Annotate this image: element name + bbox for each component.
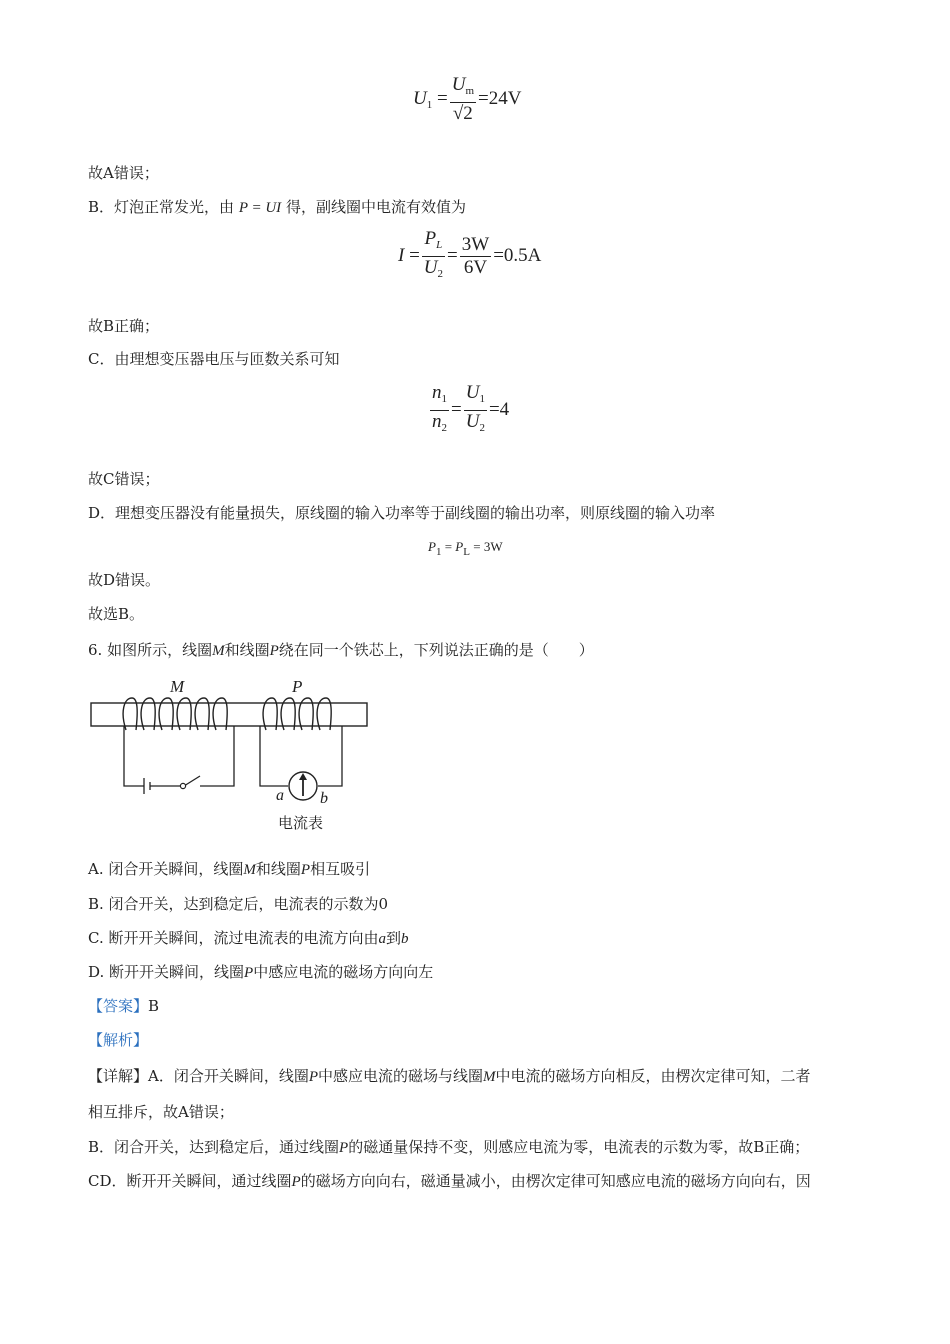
- detail-line1-post: 中电流的磁场方向相反，由楞次定律可知，二者: [495, 1067, 811, 1085]
- option-c-pre: C. 断开开关瞬间，流过电流表的电流方向由: [88, 929, 379, 947]
- circuit-m: [124, 726, 234, 794]
- answer-tag: 【答案】: [88, 997, 149, 1015]
- eq3-num2: U: [465, 382, 480, 403]
- option-b: B. 闭合开关，达到稳定后，电流表的示数为0: [88, 895, 389, 913]
- option-c-var2: b: [401, 931, 409, 947]
- detail-line1-var2: M: [483, 1069, 496, 1085]
- line-b-formula: P = UI: [238, 200, 282, 216]
- eq2-num2: 3W: [461, 234, 490, 255]
- question-stem-a: 如图所示，线圈: [107, 641, 213, 659]
- equation-turns-ratio: $\frac{n_1}{n_2}$ = $\frac{U_1}{U_2}$ =4: [432, 382, 510, 434]
- line-b-conclusion: 故B正确；: [88, 317, 160, 335]
- eq4-b: P: [455, 539, 464, 554]
- question-var-m: M: [212, 643, 225, 659]
- option-a-mid: 和线圈: [255, 860, 301, 878]
- line-b: [88, 197, 466, 218]
- eq2-num1: P: [424, 228, 437, 249]
- detail-line-3: [88, 1137, 809, 1158]
- eq3-result: =4: [488, 398, 510, 420]
- detail-tag: 【详解】: [88, 1067, 149, 1085]
- line-b-suffix: 得，副线圈中电流有效值为: [285, 198, 466, 216]
- equation-power: $P_1 = P_L = 3W$: [428, 539, 503, 558]
- detail-line4-post: 的磁场方向向右，磁通量减小，由楞次定律可知感应电流的磁场方向向右，因: [300, 1172, 811, 1190]
- eq2-result: =0.5A: [493, 244, 542, 266]
- eq2-num1-sub: L: [436, 239, 443, 251]
- iron-core: [91, 703, 367, 726]
- detail-line1-var1: P: [308, 1069, 319, 1085]
- eq4-a-sub: 1: [435, 546, 442, 558]
- line-c-conclusion: 故C错误；: [88, 470, 160, 488]
- eq2-den1-sub: 2: [437, 268, 444, 280]
- eq4-c: = 3W: [473, 539, 503, 554]
- detail-line1-pre: A．闭合开关瞬间，线圈: [148, 1067, 309, 1085]
- detail-line1-mid: 中感应电流的磁场与线圈: [318, 1067, 484, 1085]
- detail-line-1: [88, 1066, 811, 1087]
- option-c: [88, 928, 409, 949]
- eq3-den2-sub: 2: [479, 422, 485, 434]
- ammeter-icon: [289, 772, 317, 800]
- question-stem-c: 绕在同一个铁芯上，下列说法正确的是（ ）: [278, 641, 594, 659]
- option-c-mid: 到: [385, 929, 401, 947]
- option-a: [88, 859, 370, 880]
- label-m: M: [170, 677, 185, 696]
- line-b-prefix: B．灯泡正常发光，由: [88, 198, 235, 216]
- detail-line-4: [88, 1171, 811, 1192]
- detail-line3-pre: B．闭合开关，达到稳定后，通过线圈: [88, 1138, 340, 1156]
- option-d-var1: P: [244, 965, 254, 981]
- label-p: P: [292, 677, 303, 696]
- option-d-post: 中感应电流的磁场方向向左: [253, 963, 434, 981]
- eq3-num1-sub: 1: [441, 393, 447, 405]
- option-a-var1: M: [243, 862, 256, 878]
- answer-line: [88, 996, 159, 1016]
- eq2-lhs: I: [398, 244, 405, 266]
- eq3-den1-sub: 2: [441, 422, 447, 434]
- equation-current: I = $\frac{P_L}{U_2}$ = $\frac{3W}{6V}$ =0.5A: [398, 228, 542, 280]
- detail-line3-post: 的磁通量保持不变，则感应电流为零，电流表的示数为零，故B正确；: [348, 1138, 810, 1156]
- eq1-den: √2: [452, 103, 473, 124]
- detail-line4-pre: CD．断开开关瞬间，通过线圈: [88, 1172, 292, 1190]
- line-c: C．由理想变压器电压与匝数关系可知: [88, 350, 340, 368]
- eq4-b-sub: L: [463, 546, 470, 558]
- final-choice: 故选B。: [88, 605, 145, 623]
- analysis-tag: 【解析】: [88, 1031, 149, 1049]
- label-a: a: [276, 787, 284, 804]
- figure-caption: 电流表: [278, 814, 324, 832]
- line-a-conclusion: 故A错误；: [88, 164, 159, 182]
- eq2-den2: 6V: [463, 257, 488, 278]
- question-stem-b: 和线圈: [224, 641, 270, 659]
- eq3-num1: n: [432, 382, 442, 403]
- eq1-result: =24V: [478, 87, 522, 109]
- eq1-lhs: U: [413, 87, 427, 109]
- option-a-var2: P: [300, 862, 311, 878]
- eq2-den1: U: [423, 257, 438, 278]
- detail-line-2: 相互排斥，故A错误；: [88, 1103, 234, 1121]
- switch-contact: [180, 783, 185, 788]
- option-a-pre: A. 闭合开关瞬间，线圈: [88, 860, 244, 878]
- option-a-post: 相互吸引: [310, 860, 371, 878]
- eq1-num-sub: m: [465, 85, 474, 97]
- question-var-p: P: [269, 643, 279, 659]
- eq1-lhs-sub: 1: [426, 98, 433, 111]
- option-c-var1: a: [378, 931, 386, 947]
- eq1-num: U: [451, 74, 466, 95]
- line-d-conclusion: 故D错误。: [88, 571, 161, 589]
- detail-line4-var1: P: [291, 1174, 301, 1190]
- question-stem: [88, 640, 594, 661]
- eq4-a: P: [428, 539, 436, 554]
- detail-line3-var1: P: [339, 1140, 349, 1156]
- option-d: [88, 962, 433, 983]
- eq3-num2-sub: 1: [479, 393, 485, 405]
- question-number: 6.: [88, 641, 103, 659]
- eq3-den1: n: [432, 411, 442, 432]
- label-b: b: [320, 790, 328, 807]
- option-d-pre: D. 断开开关瞬间，线圈: [88, 963, 245, 981]
- eq3-den2: U: [465, 411, 480, 432]
- coil-circuit-figure: [88, 672, 378, 837]
- line-d: D．理想变压器没有能量损失，原线圈的输入功率等于副线圈的输出功率，则原线圈的输入功率: [88, 504, 716, 522]
- answer-value: B: [148, 997, 160, 1015]
- equation-u1: $U_1$ = $\frac{U_m}{√2}$ =24V: [413, 74, 522, 124]
